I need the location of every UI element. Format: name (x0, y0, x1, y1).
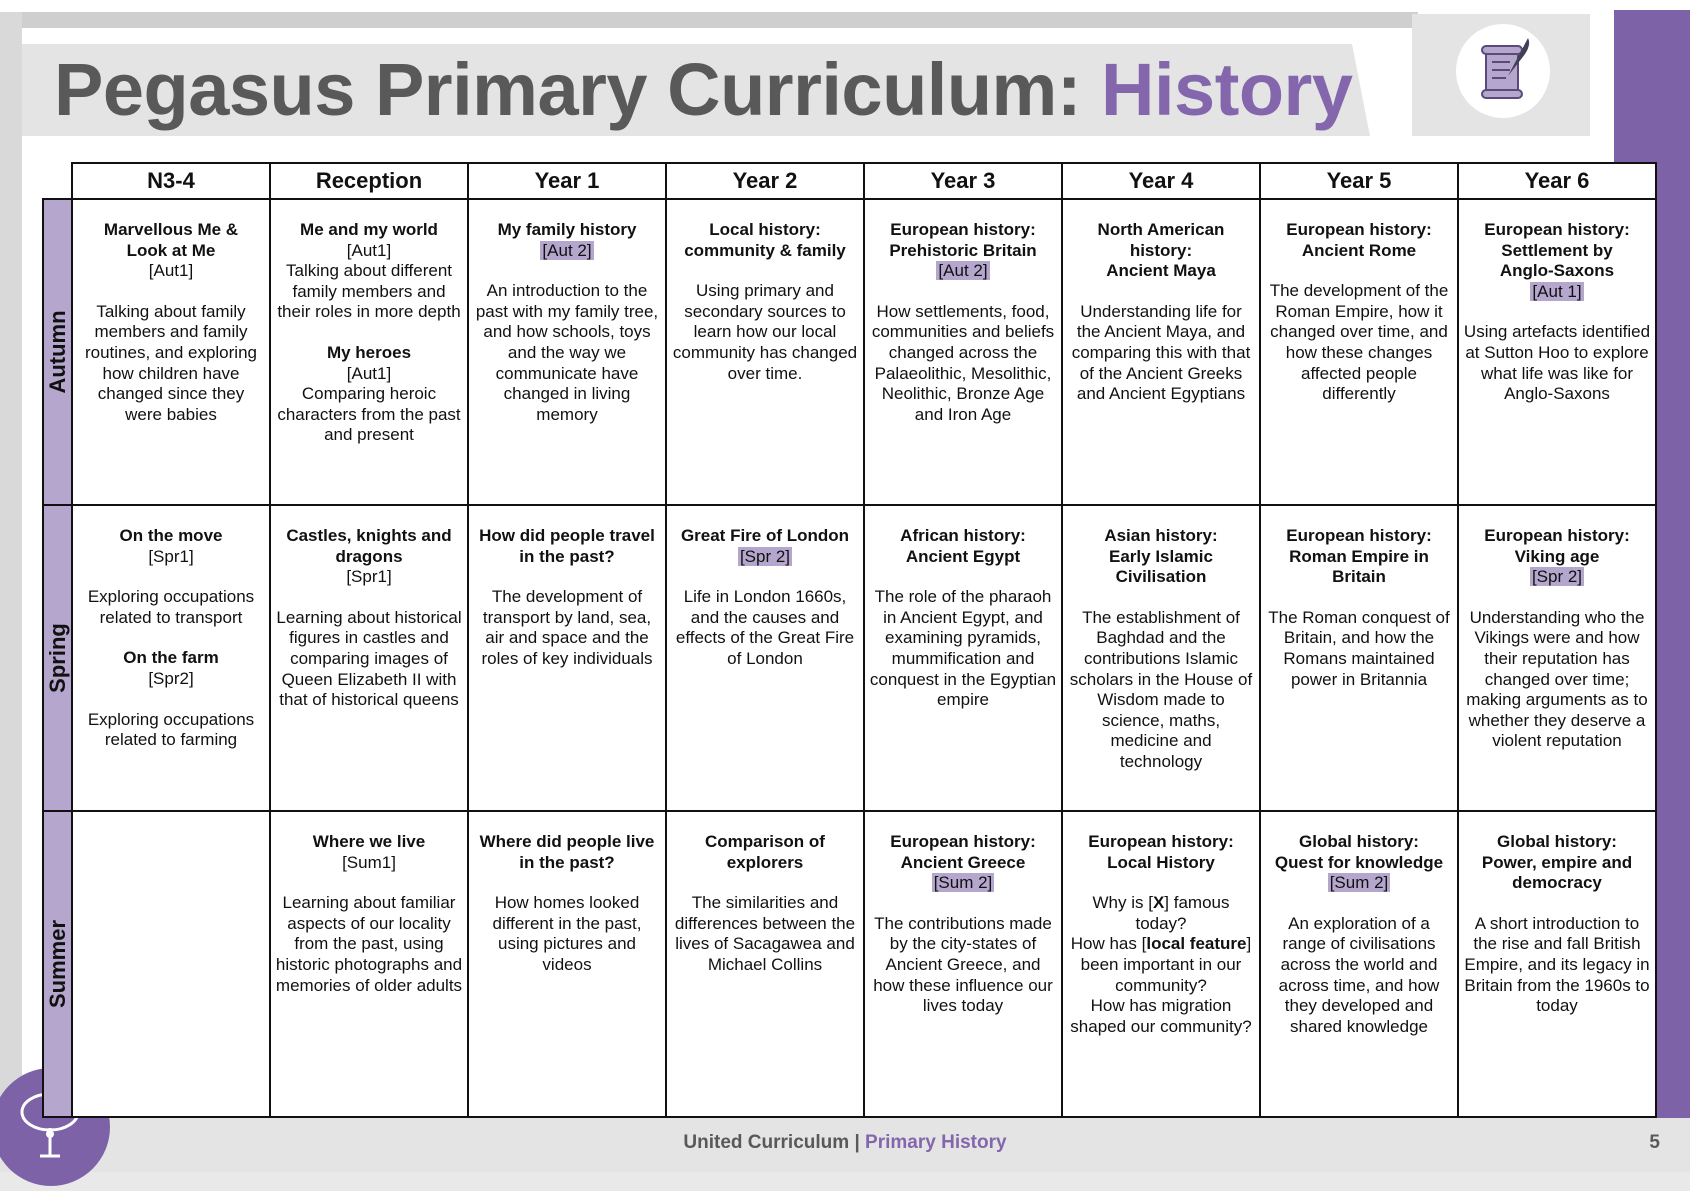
unit-desc: Talking about family members and family routines, and exploring how children have changed since they were babies (84, 301, 257, 424)
unit-title: Viking age (1514, 546, 1600, 566)
unit-title: Where did people live (479, 832, 655, 851)
unit-code: [Aut1] (148, 261, 194, 281)
unit-title: Ancient Maya (1106, 261, 1216, 281)
unit-desc: How homes looked different in the past, using pictures and videos (492, 893, 642, 974)
unit-title: Marvellous Me & (103, 220, 239, 239)
unit-title: Great Fire of London (680, 526, 850, 545)
unit-title: Comparison of (705, 832, 825, 851)
unit-title: Local History (1107, 852, 1215, 872)
unit-desc: Exploring occupations related to transport (87, 587, 255, 627)
unit-desc: The establishment of Baghdad and the contributions Islamic scholars in the House of Wisdom made to science, maths, medicine and technology (1069, 607, 1253, 771)
unit-desc: Learning about familiar aspects of our locality from the past, using historic photographs and memories of older adults (275, 893, 463, 995)
unit-desc: An introduction to the past with my family tree, and how schools, toys and the way we communicate have changed in living memory (475, 281, 659, 424)
unit-title: How did people travel (479, 526, 655, 545)
unit-title: in the past? (519, 546, 615, 566)
page-title (54, 48, 1353, 132)
unit-code: [Spr1] (346, 567, 392, 587)
col-head-n34: N3-4 (72, 163, 270, 199)
footer-left: United Curriculum (683, 1132, 850, 1153)
unit-code-highlight: [Sum 2] (933, 873, 993, 893)
unit-code: [Aut1] (346, 363, 392, 383)
term-text: Autumn (44, 310, 70, 394)
enquiry-question-1 (1067, 893, 1255, 934)
unit-title: European history: (1484, 220, 1630, 239)
page-number: 5 (1649, 1132, 1660, 1153)
cell-spring-year6 (1458, 505, 1656, 811)
col-head-year2: Year 2 (666, 163, 864, 199)
unit-desc: Exploring occupations related to farming (87, 709, 255, 750)
unit-title: African history: (900, 526, 1026, 545)
unit-desc: The role of the pharaoh in Ancient Egypt, and examining pyramids, mummification and conquest in the Egyptian empire (869, 587, 1057, 710)
unit-title: history: (1129, 240, 1193, 260)
unit-title: Global history: (1299, 832, 1419, 851)
unit-title: Local history: (709, 220, 821, 239)
col-head-year5: Year 5 (1260, 163, 1458, 199)
term-label-summer (43, 811, 72, 1117)
unit-title: Anglo-Saxons (1499, 261, 1615, 281)
cell-spring-year3 (864, 505, 1062, 811)
unit-code: [Sum1] (342, 852, 396, 872)
unit-title: North American (1097, 220, 1225, 239)
cell-spring-year2 (666, 505, 864, 811)
term-row-spring (43, 505, 1656, 811)
corner-cell (43, 163, 72, 199)
unit-title: Look at Me (126, 240, 216, 260)
cell-spring-n34 (72, 505, 270, 811)
q-text: ] been important in our community? (1080, 934, 1252, 995)
title-subject: History (1101, 48, 1353, 131)
unit-title: Power, empire and (1481, 852, 1633, 872)
unit-title: My heroes (326, 342, 412, 362)
cell-summer-year5 (1260, 811, 1458, 1117)
unit-title: European history: (1088, 832, 1234, 851)
cell-summer-reception (270, 811, 468, 1117)
unit-code-highlight: [Spr 2] (1531, 567, 1583, 587)
col-head-year4: Year 4 (1062, 163, 1260, 199)
unit-title: European history: (1286, 526, 1432, 545)
cell-autumn-reception (270, 199, 468, 505)
col-head-reception: Reception (270, 163, 468, 199)
col-head-year3: Year 3 (864, 163, 1062, 199)
unit-title: Ancient Rome (1301, 240, 1417, 260)
unit-title: Castles, knights and (286, 526, 452, 545)
unit-desc: Life in London 1660s, and the causes and effects of the Great Fire of London (675, 587, 855, 668)
unit-title: On the move (119, 526, 223, 545)
unit-title: Settlement by (1501, 240, 1613, 260)
unit-title: European history: (1484, 526, 1630, 545)
cell-spring-year5 (1260, 505, 1458, 811)
cell-summer-year3 (864, 811, 1062, 1117)
unit-title: My family history (497, 220, 637, 239)
cell-spring-year1 (468, 505, 666, 811)
enquiry-question-2 (1067, 934, 1255, 996)
unit-code-highlight: [Spr 2] (739, 546, 791, 566)
curriculum-table (42, 162, 1657, 1118)
cell-spring-year4 (1062, 505, 1260, 811)
unit-desc: Using artefacts identified at Sutton Hoo to explore what life was like for Anglo-Saxons (1463, 322, 1651, 404)
unit-code-highlight: [Aut 1] (1532, 281, 1582, 301)
cell-summer-year4 (1062, 811, 1260, 1117)
unit-desc: Understanding life for the Ancient Maya, and comparing this with that of the Ancient Greeks and Ancient Egyptians (1071, 301, 1251, 404)
unit-desc: The similarities and differences between the lives of Sacagawea and Michael Collins (674, 893, 856, 974)
left-decor-strip (0, 12, 22, 1102)
scroll-quill-icon (1456, 24, 1550, 118)
cell-autumn-year5 (1260, 199, 1458, 505)
term-label-autumn (43, 199, 72, 505)
unit-title: European history: (890, 220, 1036, 239)
unit-desc: Using primary and secondary sources to learn how our local community has changed over time. (672, 281, 858, 383)
term-label-spring (43, 505, 72, 811)
unit-title: democracy (1512, 873, 1602, 893)
cell-autumn-year4 (1062, 199, 1260, 505)
unit-desc: Understanding who the Vikings were and how their reputation has changed over time; making arguments as to whether they deserve a violent reputation (1466, 607, 1648, 751)
unit-desc: An exploration of a range of civilisations across the world and across time, and how they developed and shared knowledge (1278, 913, 1440, 1036)
title-prefix: Pegasus Primary Curriculum: (54, 48, 1102, 131)
unit-title: Me and my world (300, 220, 438, 239)
footer-text (0, 1132, 1690, 1154)
term-row-summer (43, 811, 1656, 1117)
unit-title: Early Islamic (1109, 546, 1213, 566)
cell-autumn-year3 (864, 199, 1062, 505)
cell-autumn-year6 (1458, 199, 1656, 505)
term-text: Spring (44, 623, 70, 693)
unit-title: Ancient Egypt (905, 546, 1021, 566)
cell-autumn-year1 (468, 199, 666, 505)
unit-title: Prehistoric Britain (889, 240, 1037, 260)
cell-spring-reception (270, 505, 468, 811)
unit-title: European history: (1286, 220, 1432, 239)
footer-right: Primary History (865, 1132, 1007, 1153)
unit-title: community & family (684, 240, 846, 260)
unit-title: Roman Empire in (1289, 546, 1429, 566)
unit-title: Quest for knowledge (1274, 852, 1444, 872)
unit-title: in the past? (519, 852, 615, 872)
unit-code: [Aut1] (346, 240, 392, 260)
header-row (43, 163, 1656, 199)
cell-autumn-year2 (666, 199, 864, 505)
unit-title: explorers (726, 852, 804, 872)
q-text: Why is [ (1092, 893, 1153, 913)
unit-desc: Comparing heroic characters from the past and present (277, 384, 461, 445)
term-text: Summer (44, 919, 70, 1009)
q-bold: X (1152, 893, 1165, 913)
unit-title: Ancient Greece (900, 852, 1026, 872)
unit-desc: Talking about different family members and their roles in more depth (277, 261, 461, 322)
unit-title: Civilisation (1115, 567, 1207, 587)
unit-desc: A short introduction to the rise and fall British Empire, and its legacy in Britain from the 1960s to today (1464, 913, 1650, 1016)
col-head-year6: Year 6 (1458, 163, 1656, 199)
unit-title: Where we live (312, 832, 426, 851)
unit-code: [Spr1] (148, 546, 194, 566)
unit-desc: The development of the Roman Empire, how it changed over time, and how these changes affected people differently (1269, 281, 1449, 404)
unit-code-highlight: [Aut 2] (542, 240, 592, 260)
term-row-autumn (43, 199, 1656, 505)
cell-summer-n34 (72, 811, 270, 1117)
unit-title: Britain (1332, 567, 1386, 587)
unit-title: dragons (335, 546, 403, 566)
unit-code-highlight: [Sum 2] (1329, 873, 1389, 893)
unit-title: On the farm (123, 648, 219, 668)
unit-title: European history: (890, 832, 1036, 851)
unit-code-highlight: [Aut 2] (938, 261, 988, 281)
footer-separator: | (854, 1132, 860, 1153)
q-bold: local feature (1146, 934, 1247, 954)
enquiry-question-3: How has migration shaped our community? (1070, 996, 1252, 1036)
unit-title: Asian history: (1104, 526, 1218, 545)
unit-desc: How settlements, food, communities and beliefs changed across the Palaeolithic, Mesolithic, Neolithic, Bronze Age and Iron Age (871, 301, 1055, 424)
unit-desc: The development of transport by land, sea, air and space and the roles of key individuals (481, 587, 653, 668)
unit-desc: The contributions made by the city-states of Ancient Greece, and how these influence our lives today (873, 913, 1053, 1016)
cell-summer-year1 (468, 811, 666, 1117)
q-text: ] famous today? (1135, 893, 1230, 933)
cell-autumn-n34 (72, 199, 270, 505)
cell-summer-year6 (1458, 811, 1656, 1117)
cell-summer-year2 (666, 811, 864, 1117)
unit-desc: Learning about historical figures in castles and comparing images of Queen Elizabeth II with that of historical queens (276, 607, 462, 710)
unit-title: Global history: (1497, 832, 1617, 851)
col-head-year1: Year 1 (468, 163, 666, 199)
top-decor-strip (0, 12, 1418, 28)
unit-code: [Spr2] (148, 668, 194, 688)
q-text: How has [ (1070, 934, 1147, 954)
unit-desc: The Roman conquest of Britain, and how the Romans maintained power in Britannia (1268, 607, 1450, 689)
